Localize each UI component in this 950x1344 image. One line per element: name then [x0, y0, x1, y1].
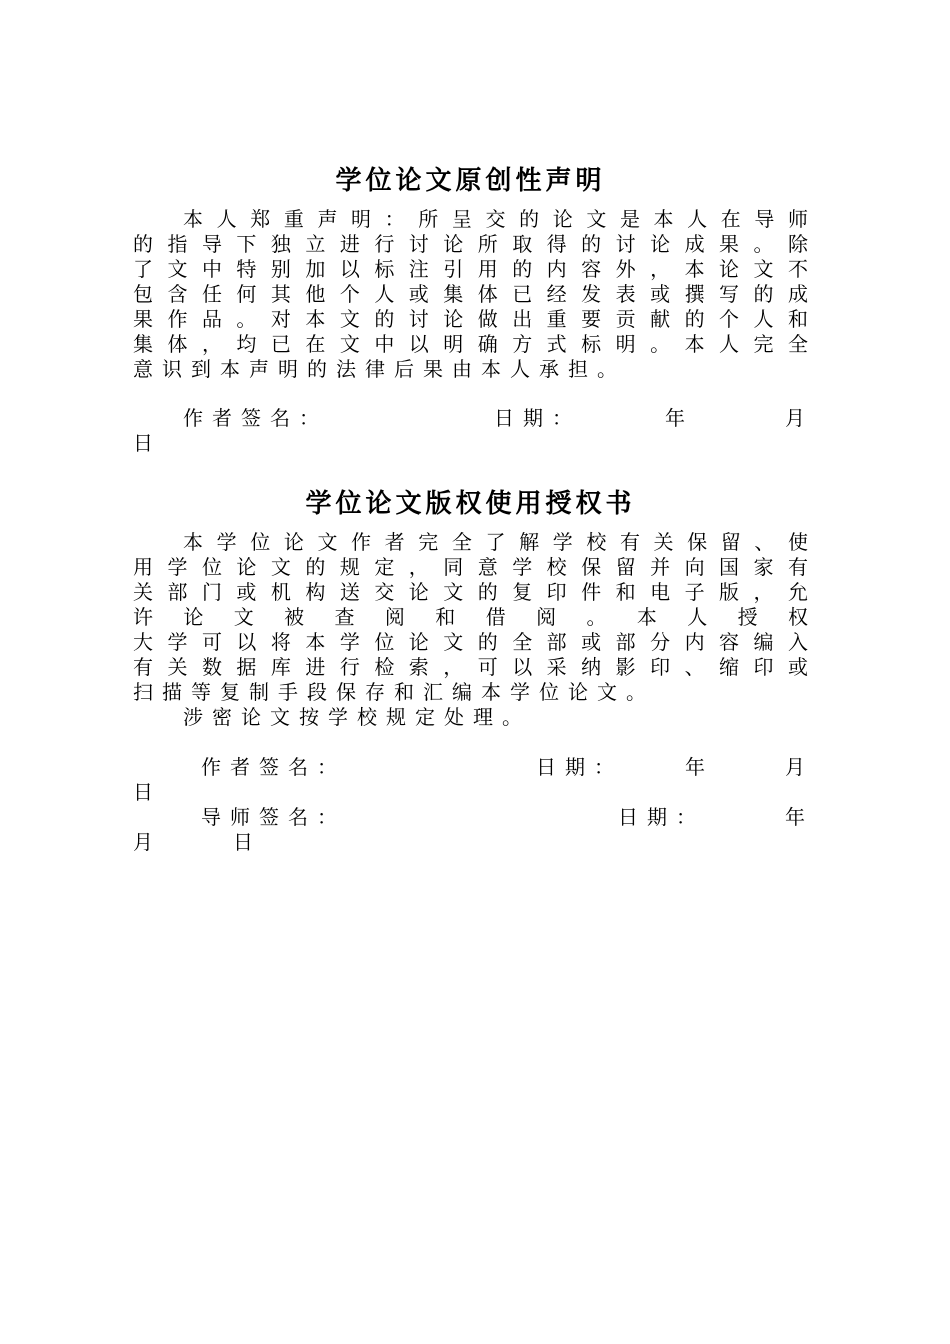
declaration-title: 学位论文原创性声明: [335, 166, 606, 196]
advisor-signature-label: 导师签名：: [201, 805, 346, 829]
authorization-line-7: 扫描等复制手段保存和汇编本学位论文。: [133, 680, 655, 704]
authorization-line-3: 关部门或机构送交论文的复印件和电子版，允: [133, 580, 808, 604]
declaration-signature-row: [133, 406, 814, 431]
date-label: 日期：: [536, 755, 623, 779]
declaration-line-2: 的指导下独立进行讨论所取得的讨论成果。除: [133, 232, 808, 256]
declaration-line-5: 果作品。对本文的讨论做出重要贡献的个人和: [133, 307, 808, 331]
author-signature-label: 作者签名：: [201, 755, 346, 779]
date-label: 日期：: [618, 805, 705, 829]
declaration-line-4: 包含任何其他个人或集体已经发表或撰写的成: [133, 282, 808, 306]
day-label: 日: [133, 780, 162, 804]
confidential-note: 涉密论文按学校规定处理。: [183, 705, 531, 729]
month-label: 月: [785, 406, 814, 430]
day-label: 日: [233, 830, 262, 854]
authorization-line-6: 有关数据库进行检索，可以采纳影印、缩印或: [133, 655, 808, 679]
author-signature-label: 作者签名：: [183, 406, 328, 430]
month-label: 月: [785, 755, 814, 779]
declaration-line-7: 意识到本声明的法律后果由本人承担。: [133, 357, 626, 381]
year-label: 年: [665, 406, 694, 430]
advisor-signature-row: [133, 805, 814, 830]
authorization-line-2: 用学位论文的规定，同意学校保留并向国家有: [133, 555, 808, 579]
authorization-author-signature-row: [133, 755, 814, 780]
authorization-line-1: 本学位论文作者完全了解学校有关保留、使: [183, 530, 808, 554]
year-label: 年: [685, 755, 714, 779]
advisor-month-day-row: [133, 830, 808, 855]
date-label: 日期：: [494, 406, 581, 430]
declaration-line-6: 集体，均已在文中以明确方式标明。本人完全: [133, 332, 808, 356]
authorization-line-5: 大学可以将本学位论文的全部或部分内容编入: [133, 630, 808, 654]
authorization-author-day-row: [133, 780, 808, 805]
declaration-line-3: 了文中特别加以标注引用的内容外，本论文不: [133, 257, 808, 281]
day-label: 日: [133, 431, 162, 455]
declaration-signature-day-row: [133, 431, 808, 456]
declaration-line-1: 本人郑重声明：所呈交的论文是本人在导师: [183, 207, 808, 231]
month-label: 月: [133, 830, 162, 854]
authorization-line-4: 许论文被查阅和借阅。本人授权: [133, 605, 808, 629]
authorization-title: 学位论文版权使用授权书: [305, 489, 636, 519]
year-label: 年: [785, 805, 814, 829]
